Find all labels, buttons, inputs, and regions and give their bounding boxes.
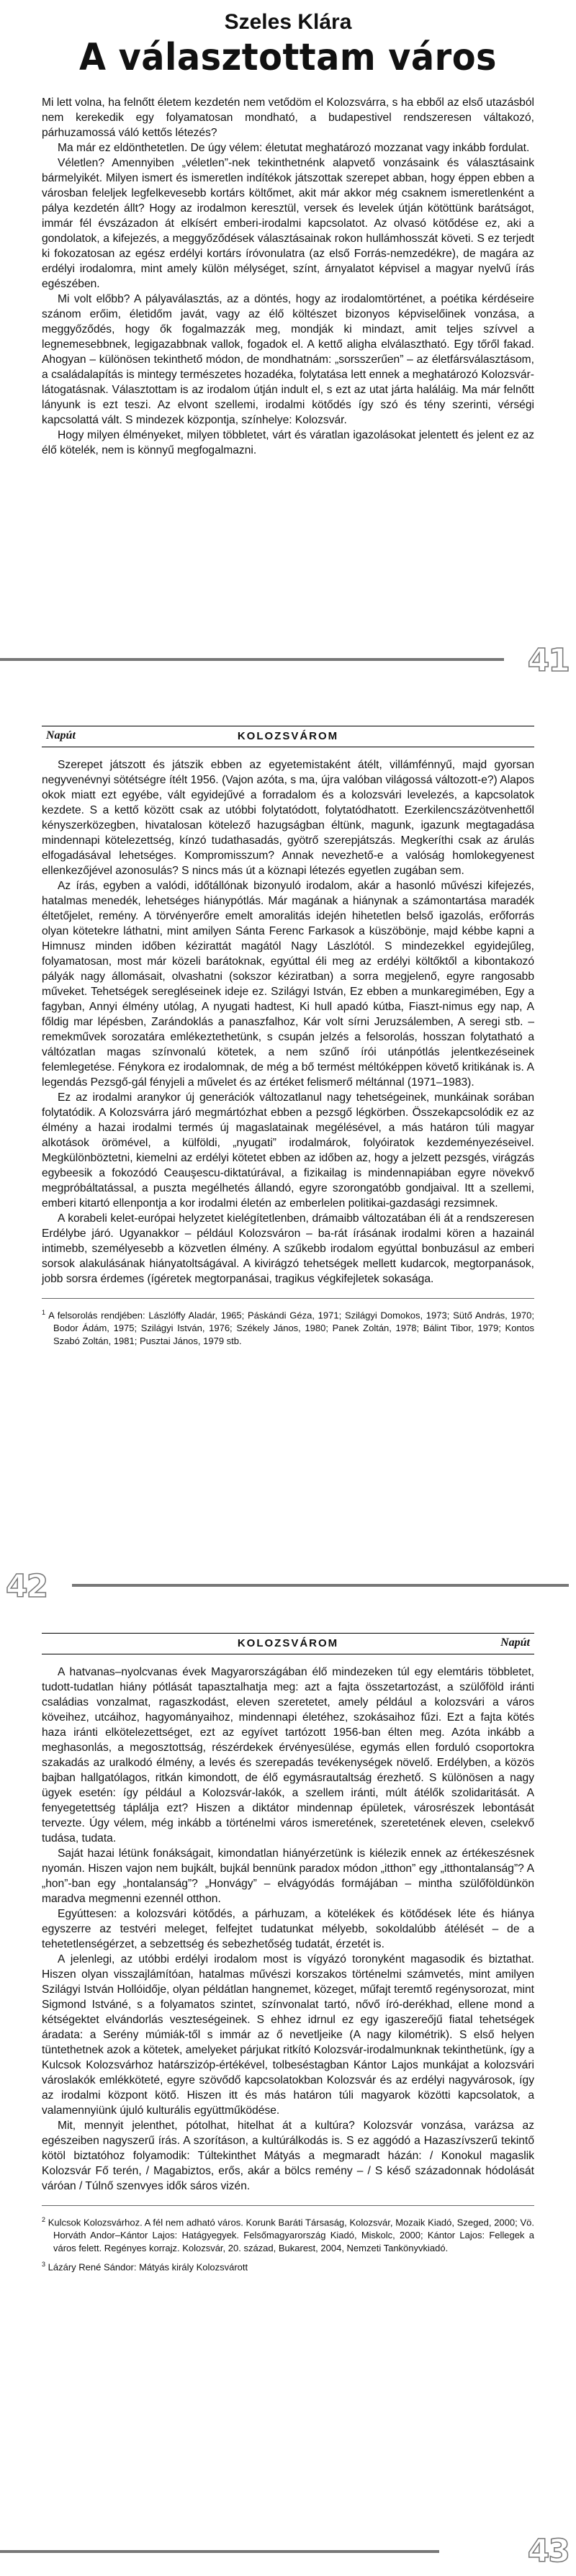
paragraph: Hogy milyen élményeket, milyen többletet, várt és váratlan igazolásokat jelentett és jelent ez az élő kötelék, nem is könnyű megfogalmazni. xyxy=(42,429,534,456)
paragraph: Véletlen? Amennyiben „véletlen”-nek tekinthetnénk alapvető vonzásaink és választásaink bármelyikét. Milyen ismert és ismeretlen indítékok játszottak szerepet abban, hogy éppen ebben a városban feleljek legfelkevesebb kortárs költőmet, akit már akkor még csaknem ismeretlenként a pálya kezdetén állt? Hogy az irodalmon keresztül, versek és levelek útján kötöttünk barátságot, immár fél évszázadon át elkísért emberi-irodalmi kapcsolatot. Az olvasó kötődése ez, aki a gondolatok, a kifejezés, a meggyőződések választásainak rokon hullámhosszát követi. S ez terjedt ki fokozatosan az egész erdélyi kortárs íróvonulatra (az első Forrás-nemzedékre), de magára az erdélyi irodalomra, mint amely külön mélységet, színt, árnyalatot képvisel a magyar nyelvű írás egészében. xyxy=(42,157,534,290)
paragraph: Saját hazai létünk fonákságait, kimondatlan hiányérzetünk is kiélezik ennek az értékeszésnek nyomán. Hiszen vajon nem bujkált, bujkál bennünk paradox módon „itthon” egy „itthontalanság”? A „hon”-ban egy „hontalanság”? „Honvágy” – elvágyódás formájában – mintha szülőföldünkön maradva megmenni ezennél otthon. xyxy=(42,1847,534,1905)
footnote xyxy=(42,1306,534,1348)
section-title: KOLOZSVÁROM xyxy=(237,730,339,742)
footnote xyxy=(42,2213,534,2255)
footnote-number: 2 xyxy=(42,2216,46,2223)
running-header xyxy=(42,726,534,747)
paragraph: Az írás, egyben a valódi, időtállónak bizonyuló irodalom, akár a hasonló művészi kifejezés, hatalmas menedék, lehetséges hiánypótlás. Már magának a hiánynak a számontartása maradék éltetőjelet, remény. A törvényerőre emelt amoralitás idején hihetetlen belső igazolás, erőforrás olyan kötetekre láthatni, mint amilyen Sánta Ferenc Farkasok a küszöbönje, majd kébbe kapni a Himnusz minden időben kézirattát magától Nagy Lászlótól. S mindezekkel egyidejűleg, folyamatosan, most már közeli barátoknak, egyúttal éli meg az erdélyi költőktől a kibontakozó pályák nagy állomásait, olvashatni (sokszor kéziratban) a sorra megjelenő, egyre rangosabb műveket. Tehetségek seregléseinek ideje ez. Szilágyi István, Ez ebben a munkaregimében, Egy a fagyban, Annyi élmény utólag, A nyugati hadtest, Ki hull apadó kútba, Fiaszt-nimus egy nap, A főldig mar lépésben, Zarándoklás a panaszfalhoz, Kár volt sírni Jeruzsálemben, A seregi stb. – remekművek sorozatára emlékeztethetünk, s csupán jelzés a felsorolás, hosszan folytatható a váltózatlan magas színvonalú kötetek, a nem szűnő írói utánpótlás jelentkezéseinek felemlegetése. Fénykora ez irodalomnak, de még a bő termést méltóképpen követő kritikának is. A legendás Pezsgő-gál fényjeli a művelet és az értéket felismerő méltánnal (1971–1983). xyxy=(42,880,534,1089)
article-title: A választottam város xyxy=(78,36,498,79)
footnotes xyxy=(42,1298,534,1348)
page-number: 42 xyxy=(6,1568,48,1605)
page-bottom-rule xyxy=(0,658,504,661)
paragraph: Szerepet játszott és játszik ebben az egyetemistaként átélt, villámfénnyű, majd gyorsan negyvenévnyi sötétségre ítélt 1956. (Vajon azóta, s ma, újra valóban világossá változott-e?) Alapos okok miatt ezt egyébe, vált egyidejűvé a forradalom és a kolozsvári levelezés, a kapcsolatok kezdete. S a kettő között csak az utóbbi folytatódott, folytatódhatott. Ezerkilencszázötvenhettől kényszerközegben, hivatalosan kötelező hazugságban éltünk, magunk, igazunk megtagadása mindennapi kötelezettség, kínzó tudathasadás, gyötrő szerepjátszás. Megkeríthi csak az árulás elfogadásával lehetséges. Kompromisszum? Annak nevezhető-e a valóság homlokegyenest ellenkezőjével azonosulás? S nincs más út a köznapi létezés egyetlen zugában sem. xyxy=(42,759,534,877)
page-42 xyxy=(0,720,576,1616)
footnote-text: Lázáry René Sándor: Mátyás király Kolozsvárott xyxy=(48,2261,248,2273)
paragraph: Mi lett volna, ha felnőtt életem kezdetén nem vetődöm el Kolozsvárra, s ha ebből az első utazásból nem kerekedik egy folyamatosan mondható, a budapestivel rendszeresen váltakozó, párhuzamossá váló kettős létezés? xyxy=(42,96,534,139)
footnote-number: 1 xyxy=(42,1309,46,1316)
napút-logo: Napút xyxy=(500,1636,530,1649)
author-name: Szeles Klára xyxy=(224,10,352,34)
napút-logo: Napút xyxy=(46,729,76,742)
footnote-number: 3 xyxy=(42,2261,46,2269)
page-number: 43 xyxy=(527,2533,569,2570)
paragraph: A jelenlegi, az utóbbi erdélyi irodalom most is vígyázó toronyként magasodik és biztathat. Hiszen olyan visszajlámítóan, hatalmas művészi korszakos történelmi számvetés, mint amilyen Szilágyi István Hollóidője, olyan példátlan hangnemet, közeget, műfajt teremtő regénysorozat, mint Sigmond Istváné, s a folyamatos szintet, színvonalat tartó, nővő író-derékhad, ellene mond a kétségektet elvándorlás veszteségeinek. S ehhez idrnul ez egy igaszereőjű fiatal tehetségek áradata: a Serény múmiák-től s immár az ő nevetljeike (A nagy kilométrik). S első helyen tüntethetnek azok a kötetek, amelyeket párjukat ritkító Kolozsvár-irodalmunknak tekinthetünk, így a Kulcsok Kolozsvárhoz határszizóp-értékével, tolbeséstagban Kántor Lajos munkájat a kolozsvári városlakók emlékköteté, egyre szövődő kapcsolatokban Kolozsvár és az erdélyi nagyvárosok, így az irodalmi központ kötő. Hiszen itt és más határon túli magyarok közötti kapcsolatok, a valamennyiünk újuló kulturális együttműködése. xyxy=(42,1953,534,2117)
footnote-text: A felsorolás rendjében: Lászlóffy Aladár, 1965; Páskándi Géza, 1971; Szilágyi Domokos, 1973; Sütő András, 1970; Bodor Ádám, 1975; Szilágyi István, 1976; Székely János, 1980; Panek Zoltán, 1978; Bálint Tibor, 1979; Kontos Szabó Zoltán, 1981; Pusztai János, 1979 stb. xyxy=(48,1310,534,1347)
footnote-text: Kulcsok Kolozsvárhoz. A fél nem adható város. Korunk Baráti Társaság, Kolozsvár, Mozaik Kiadó, Szeged, 2000; Vö. Horváth Andor–Kántor Lajos: Hatágyegyek. Felsőmagyarország Kiadó, Miskolc, 2000; Kántor Lajos: Fellegek a város felett. Regényes korrajz. Kolozsvár, 20. század, Bukarest, 2004, Nemzeti Tankönyvkiadó. xyxy=(48,2217,534,2254)
paragraph: Ma már ez eldönthetetlen. De úgy vélem: életutat meghatározó mozzanat vagy inkább fordulat. xyxy=(58,142,530,154)
paragraph: A hatvanas–nyolcvanas évek Magyarországában élő mindezeken túl egy elemtáris többletet, tudott-tudatlan hiány pótlását tapasztalhatja meg: azt a fajta összetartozást, a szülőföld iránti családias vonzalmat, ragaszkodást, eleven szeretetet, amely például a kolozsvári a város köveihez, utcáihoz, hagyományaihoz, mindennapi életéhez, szokásaihoz fűzi. Ezt a fajta kötés haza iránti elkötelezettséget, ezt az egyívet tartózott 1956-ban élten meg. Azóta inkább a meghasonlás, a megosztottság, részérdekek érvényesülése, egymás ellen forduló csoportokra szakadás az uralkodó élmény, a levés és szerepadás tevékenységek növelő. Erdélyben, a közös bajban hallgatólagos, ritkán kimondott, de élő egymásrautaltság érezhető. S különösen a nagy ügyek esetén: így például a Kolozsvár-lakók, a szellem iránti, múlt átélők szolidaritását. A fenyegetettség táplálja ezt? Hiszen a diktátor mindennap épületek, városrészek lebontását tervezte. Úgy vélem, még inkább a történelmi város ismeretének, szeretetének eleven, cselekvő tudása, tudata. xyxy=(42,1666,534,1845)
paragraph: Ez az irodalmi aranykor új generációk változatlanul nagy tehetségeinek, munkáinak sorában folytatódik. A Kolozsvárra járó megmártózhat ebben a pezsgő légkörben. Összekapcsolódik ez az élmény a hazai irodalmi termés új magaslatainak megélésével, a más határon túli magyar alkotások örömével, a külföldi, „nyugati” irodalmárok, folyóiratok kezdeményezéseivel. Megkülönböztetni, kiemelni az erdélyi kötetet ebben az időben az, hogy a jelzett pezsgés, virágzás egybeesik a fokozódó Ceauşescu-diktatúrával, a fizikailag is mindennapiában egyre növekvő megpróbáltatással, a puszta megélhetés állandó, egyre szorongatóbb gondjaival. Itt a szellemi, emberi kitartó ellenpontja a kor irodalmi életén az emberlelen politikai-gazdasági rezsimnek. xyxy=(42,1091,534,1210)
paragraph: A korabeli kelet-európai helyzetet kielégítetlenben, drámaibb változatában éli át a rendszeresen Erdélybe járó. Ugyanakkor – például Kolozsváron – ba-rát írásának irodalmi kören a hazainál intimebb, személyesebb a közvetlen élmény. A szűkebb irodalom egyúttal bonbuzásul az emberi sorsok alakulásának hiányatoltságával. A kivirágzó tehetségek mellett kudarcok, megtorpanások, jobb sorsra érdemes (ígéretek megtorpanásai, tragikus végkifejletek sokasága. xyxy=(42,1212,534,1285)
paragraph: Mit, mennyit jelenthet, pótolhat, hitelhat át a kultúra? Kolozsvár vonzása, varázsa az egészeiben nagyszerű írás. A szorításon, a kultúrálkodás is. S ez aggódó a Hazaszívszerű tekintő kötöl biztatóhoz folyamodik: Túltekinthet Mátyás a megmaradt házán: / Konokul magaslik Kolozsvár Fő terén, / Magabiztos, erős, akár a bölcs remény – / S késő századonnak hódolását váróan / Túlnő szenvyes idők sáros vizén. xyxy=(42,2120,534,2192)
section-title: KOLOZSVÁROM xyxy=(237,1637,339,1649)
page-bottom-rule xyxy=(72,1584,569,1587)
footnote xyxy=(42,2258,534,2274)
page-43 xyxy=(0,1627,576,2576)
page-bottom-rule xyxy=(0,2550,439,2553)
paragraph: Egyúttesen: a kolozsvári kötődés, a párhuzam, a kötelékek és kötődések léte és hiánya egyszerre az testvéri meleget, felfejtet tudatunkat mélyebb, sokoldalúbb átélését – de a tehetetlenségérzet, a sebzettség és sebezhetőség tudatát, érzetét is. xyxy=(42,1908,534,1950)
paragraph: Mi volt előbb? A pályaválasztás, az a döntés, hogy az irodalomtörténet, a poétika kérdéseire szánom erőim, életidőm javát, vagy az élő költészet bizonyos képviselőinek vonzása, a meggyőződés, hogy ők fogalmazzák meg, mondják ki mindazt, amit teljes szívvel a legnemesebbnek, legigazabbnak vallok, fogadok el. A kettő aligha elválasztható. Egy tőről fakad. Ahogyan – különösen tekinthető módon, de mondhatnám: „sorsszerűen” – az életfársválasztásom, a családalapítás is mintegy természetes hozadéka, folytatása lett ennek a meghatározó Kolozsvár-látogatásnak. Választottam is az irodalom útján indult el, s ezt az utat járta haláláig. Ma már felnőtt lányunk is ezt teszi. Az elvont szellemi, irodalmi kötődés így szó és tény szerinti, vérségi kapcsolattá vált. S mindezek központja, színhelye: Kolozsvár. xyxy=(42,293,534,426)
page-number: 41 xyxy=(527,642,569,679)
running-header xyxy=(42,1633,534,1654)
footnotes xyxy=(42,2205,534,2274)
page-41 xyxy=(0,0,576,706)
